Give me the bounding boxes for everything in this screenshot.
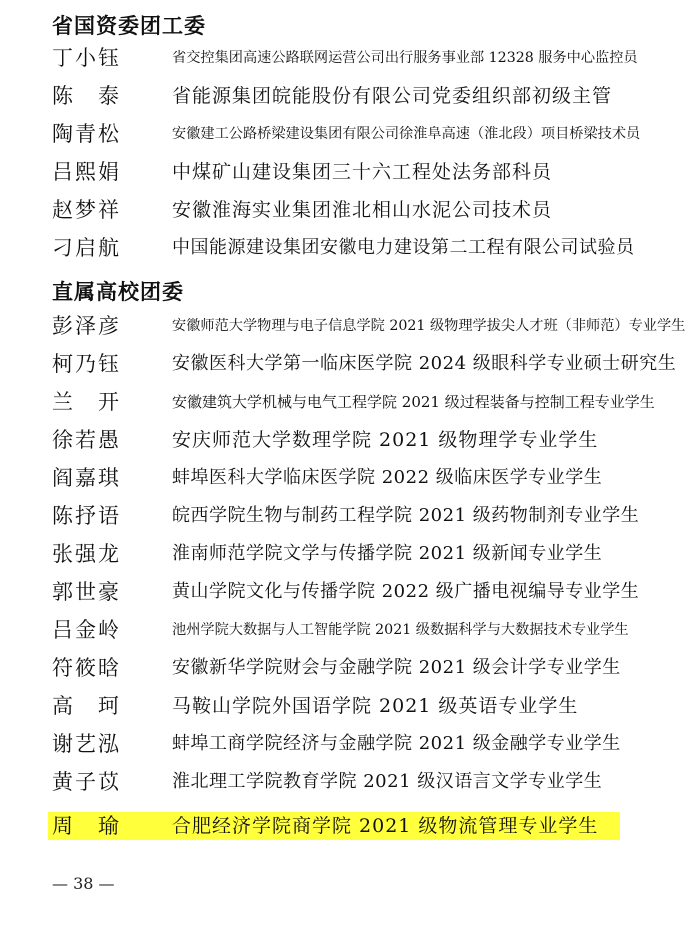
entry-name: 符筱晗 [52,656,121,680]
list-item [0,653,700,691]
entry-name: 陈 泰 [52,84,121,108]
entry-description: 蚌埠医科大学临床医学院 2022 级临床医学专业学生 [172,467,603,488]
entry-name: 张强龙 [52,542,121,566]
entry-description: 皖西学院生物与制药工程学院 2021 级药物制剂专业学生 [172,505,640,526]
entry-description: 安徽建工公路桥梁建设集团有限公司徐淮阜高速（淮北段）项目桥梁技术员 [172,126,641,142]
entry-name: 吕金岭 [52,618,121,642]
entry-name: 柯乃钰 [52,352,121,376]
list-item [0,729,700,767]
list-item [0,311,700,349]
entry-description: 省能源集团皖能股份有限公司党委组织部初级主管 [172,85,613,107]
list-item [0,691,700,729]
entry-name: 陈抒语 [52,504,121,528]
section-heading-sasac: 省国资委团工委 [52,14,206,38]
entry-description: 蚌埠工商学院经济与金融学院 2021 级金融学专业学生 [172,733,621,754]
entry-description: 安徽师范大学物理与电子信息学院 2021 级物理学拔尖人才班（非师范）专业学生 [172,318,686,334]
list-item [0,349,700,387]
list-item [0,387,700,425]
entry-description: 中煤矿山建设集团三十六工程处法务部科员 [172,161,553,183]
entry-description: 安庆师范大学数理学院 2021 级物理学专业学生 [172,429,599,451]
entry-name: 兰 开 [52,390,121,414]
list-item [0,577,700,615]
list-item [0,463,700,501]
entry-description: 安徽新华学院财会与金融学院 2021 级会计学专业学生 [172,657,621,678]
entry-description: 省交控集团高速公路联网运营公司出行服务事业部 12328 服务中心监控员 [172,50,638,66]
entry-name: 刁启航 [52,236,121,260]
list-item [0,81,700,119]
entry-description: 安徽建筑大学机械与电气工程学院 2021 级过程装备与控制工程专业学生 [172,393,655,411]
entry-name: 赵梦祥 [52,198,121,222]
entry-description: 池州学院大数据与人工智能学院 2021 级数据科学与大数据技术专业学生 [172,622,629,638]
entry-name: 吕熙娟 [52,160,121,184]
entry-description: 中国能源建设集团安徽电力建设第二工程有限公司试验员 [172,237,635,258]
list-item [0,501,700,539]
entry-name: 彭泽彦 [52,314,121,338]
list-item [0,615,700,653]
entry-description: 马鞍山学院外国语学院 2021 级英语专业学生 [172,695,579,717]
list-item-highlighted [0,811,700,849]
entry-description: 安徽淮海实业集团淮北相山水泥公司技术员 [172,199,553,221]
entry-description: 黄山学院文化与传播学院 2022 级广播电视编导专业学生 [172,581,640,602]
list-item [0,157,700,195]
list-item [0,43,700,81]
page-number: — 38 — [52,874,115,893]
entry-name: 谢艺泓 [52,732,121,756]
list-item [0,119,700,157]
section-heading-universities: 直属高校团委 [52,280,184,304]
entry-name: 丁小钰 [52,46,121,70]
list-item [0,767,700,805]
list-item [0,539,700,577]
entry-name: 黄子苡 [52,770,121,794]
list-item [0,425,700,463]
entry-name: 阎嘉琪 [52,466,121,490]
entry-description: 淮北理工学院教育学院 2021 级汉语言文学专业学生 [172,771,603,792]
entry-name: 高 珂 [52,694,121,718]
entry-name: 郭世豪 [52,580,121,604]
entry-name: 周 瑜 [52,814,121,838]
list-item [0,195,700,233]
entry-description: 安徽医科大学第一临床医学院 2024 级眼科学专业硕士研究生 [172,353,677,374]
entry-description: 合肥经济学院商学院 2021 级物流管理专业学生 [172,815,599,837]
entry-name: 徐若愚 [52,428,121,452]
entry-name: 陶青松 [52,122,121,146]
list-item [0,233,700,271]
entry-description: 淮南师范学院文学与传播学院 2021 级新闻专业学生 [172,543,603,564]
